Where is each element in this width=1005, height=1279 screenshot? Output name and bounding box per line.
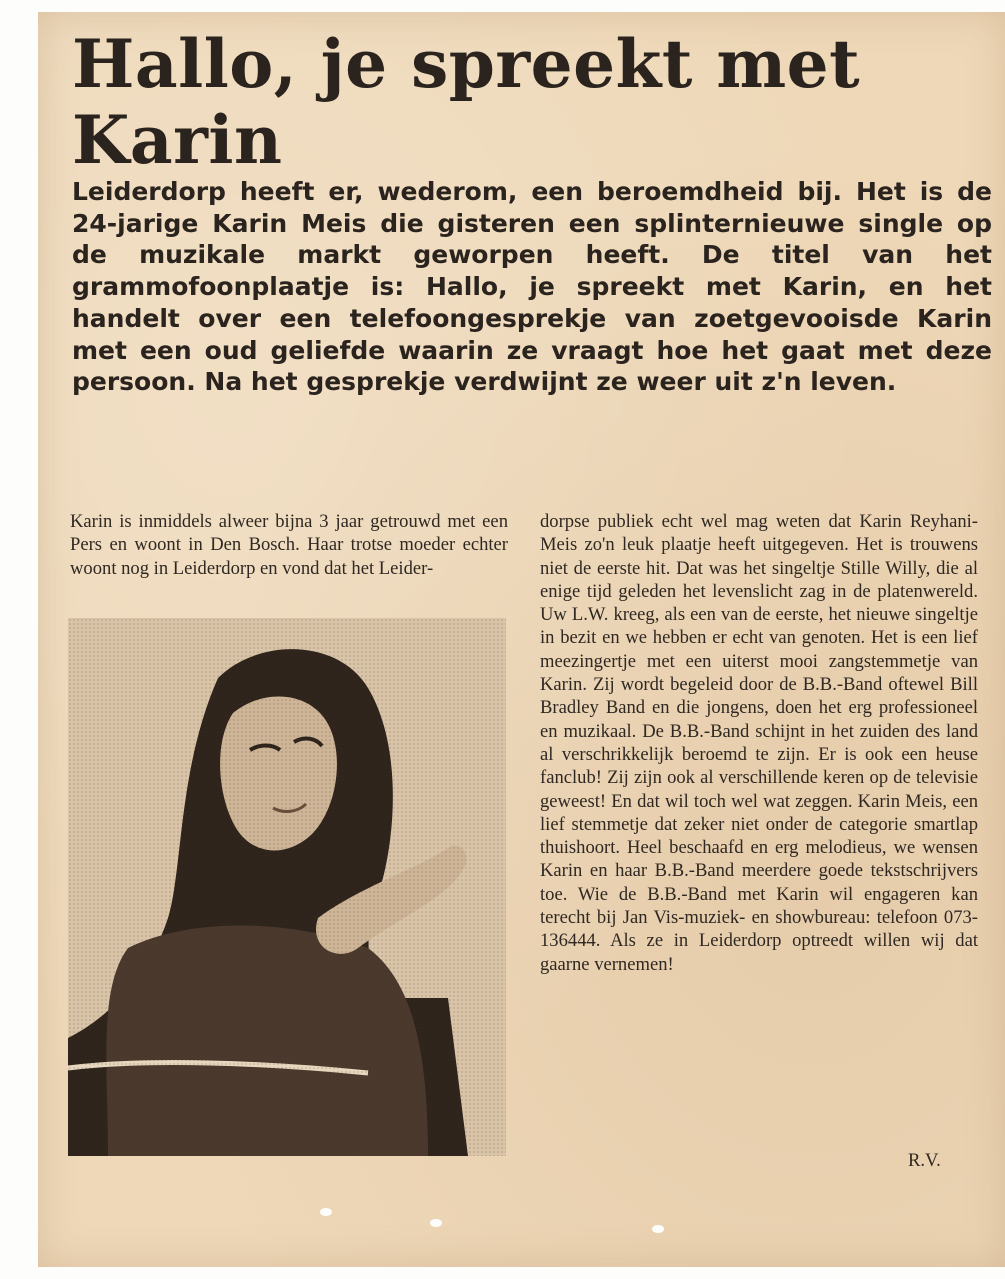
newspaper-clipping xyxy=(38,12,1005,1267)
perforation-hole xyxy=(320,1208,332,1216)
author-signature: R.V. xyxy=(908,1150,941,1171)
perforation-hole xyxy=(430,1219,442,1227)
halftone-overlay xyxy=(68,618,506,1156)
body-text-left: Karin is inmiddels alweer bijna 3 jaar getrouwd met een Pers en woont in Den Bosch. Haar trotse moeder echter woont nog in Leiderdorp en vond dat het Leider- xyxy=(70,511,508,579)
headline: Hallo, je spreekt met Karin xyxy=(72,25,861,179)
right-column xyxy=(540,510,978,976)
left-column xyxy=(70,510,508,580)
body-text-right: dorpse publiek echt wel mag weten dat Karin Reyhani-Meis zo'n leuk plaatje heeft uitgegeven. Het is trouwens niet de eerste hit. Dat was het singeltje Stille Willy, die al enige tijd geleden het levenslicht zag in de platenwereld. Uw L.W. kreeg, als een van de eerste, het nieuwe singeltje in bezit en we hebben er echt van genoten. Het is een lief meezingertje met een uiterst mooi zangstemmetje van Karin. Zij wordt begeleid door de B.B.-Band oftewel Bill Bradley Band en die jongens, doen het erg professioneel en muzikaal. De B.B.-Band schijnt in het zuiden des land al verschrikkelijk beroemd te zijn. Er is ook een heuse fanclub! Zij zijn ook al verschillende keren op de televisie geweest! En dat wil toch wel wat zeggen. Karin Meis, een lief stemmetje dat zeker niet onder de categorie smartlap thuishoort. Heel beschaafd en erg melodieus, we wensen Karin en haar B.B.-Band meerdere goede tekstschrijvers toe. Wie de B.B.-Band met Karin wil engageren kan terecht bij Jan Vis-muziek- en showbureau: telefoon 073-136444. Als ze in Leiderdorp optreedt willen wij dat gaarne vernemen! xyxy=(540,511,978,975)
intro-paragraph: Leiderdorp heeft er, wederom, een beroemdheid bij. Het is de 24-jarige Karin Meis die gisteren een splinternieuwe single op de muzikale markt geworpen heeft. De titel van het grammofoonplaatje is: Hallo, je spreekt met Karin, en het handelt over een telefoongesprekje van zoetgevooisde Karin met een oud geliefde waarin ze vraagt hoe het gaat met deze persoon. Na het gesprekje verdwijnt ze weer uit z'n leven. xyxy=(72,177,992,397)
perforation-hole xyxy=(652,1225,664,1233)
portrait-photo xyxy=(68,618,506,1156)
portrait-illustration xyxy=(68,618,506,1156)
